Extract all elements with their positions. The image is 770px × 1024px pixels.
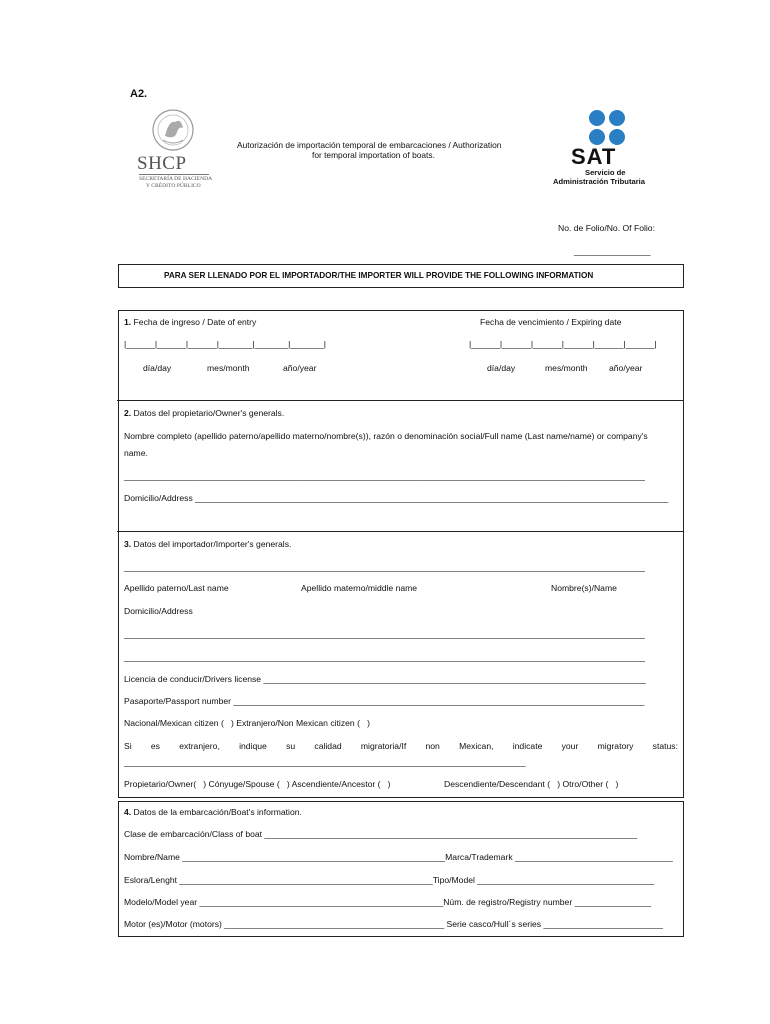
entry-day-caption: día/day — [143, 363, 172, 373]
section-divider — [117, 531, 684, 532]
owner-fullname-field[interactable]: _____________________________________________________________________________________________________________ — [124, 471, 645, 481]
form-code: A2. — [130, 88, 148, 100]
boat-class-field[interactable]: Clase de embarcación/Class of boat ______________________________________________________________________________ — [124, 829, 638, 839]
importer-address-field[interactable]: _____________________________________________________________________________________________________________ — [124, 629, 645, 639]
expiry-year-caption: año/year — [609, 363, 643, 373]
sat-acronym: SAT — [571, 144, 617, 169]
shcp-acronym: SHCP — [137, 153, 187, 174]
sat-line1: Servicio de — [585, 168, 626, 177]
importer-name-field[interactable]: _____________________________________________________________________________________________________________ — [124, 562, 645, 572]
expiry-date-label: Fecha de vencimiento / Expiring date — [480, 317, 622, 327]
boat-motor-hull-field[interactable]: Motor (es)/Motor (motors) ______________________________________________ Serie casco/Hull´s series _________________________ — [124, 919, 663, 929]
entry-month-caption: mes/month — [207, 363, 250, 373]
migratory-status-label: Si es extranjero, indique su calidad migratoria/If non Mexican, indicate your migratory status: — [124, 741, 678, 751]
owner-fullname-label: Nombre completo (apellido paterno/apellido materno/nombre(s)), razón o denominación social/Full name (Last name/name) or company's — [124, 431, 648, 441]
boat-section-title: 4. Datos de la embarcación/Boat's information. — [124, 807, 302, 817]
expiry-day-caption: día/day — [487, 363, 516, 373]
importer-section-title: 3. Datos del importador/Importer's generals. — [124, 539, 292, 549]
mexico-seal-icon — [135, 106, 215, 156]
entry-date-label: 1. Fecha de ingreso / Date of entry — [124, 317, 257, 327]
middle-name-caption: Apellido materno/middle name — [301, 583, 418, 593]
owner-address-field[interactable]: Domicilio/Address ___________________________________________________________________________________________________ — [124, 493, 669, 503]
sat-line2: Administración Tributaria — [553, 177, 645, 186]
citizenship-checkboxes[interactable]: Nacional/Mexican citizen ( ) Extranjero/Non Mexican citizen ( ) — [124, 718, 370, 728]
form-title-line2: for temporal importation of boats. — [312, 150, 435, 160]
expiry-date-field[interactable]: |______|______|______|______|______|______| — [469, 339, 657, 349]
banner-text: PARA SER LLENADO POR EL IMPORTADOR/THE IMPORTER WILL PROVIDE THE FOLLOWING INFORMATION — [164, 271, 594, 280]
drivers-license-field[interactable]: Licencia de conducir/Drivers license ________________________________________________________________________________ — [124, 674, 646, 684]
section-divider — [117, 400, 684, 401]
importer-address-field-2[interactable]: _____________________________________________________________________________________________________________ — [124, 652, 645, 662]
boat-info-box — [118, 801, 684, 937]
folio-label: No. de Folio/No. Of Folio: — [558, 223, 655, 233]
relationship-options-a[interactable]: Propietario/Owner( ) Cónyuge/Spouse ( ) Ascendiente/Ancestor ( ) — [124, 779, 391, 789]
relationship-options-b[interactable]: Descendiente/Descendant ( ) Otro/Other ( ) — [444, 779, 619, 789]
boat-year-registry-field[interactable]: Modelo/Model year ___________________________________________________Núm. de registro/Registry number ________________ — [124, 897, 652, 907]
last-name-caption: Apellido paterno/Last name — [124, 583, 229, 593]
boat-length-model-field[interactable]: Eslora/Lenght _____________________________________________________Tipo/Model _____________________________________ — [124, 875, 655, 885]
expiry-month-caption: mes/month — [545, 363, 588, 373]
entry-date-field[interactable]: |______|______|______|_______|_______|_______| — [124, 339, 327, 349]
passport-field[interactable]: Pasaporte/Passport number ______________________________________________________________________________________ — [124, 696, 645, 706]
owner-section-title: 2. Datos del propietario/Owner's generals. — [124, 408, 285, 418]
boat-name-trademark-field[interactable]: Nombre/Name _______________________________________________________Marca/Trademark _________________________________ — [124, 852, 673, 862]
folio-field[interactable]: ________________ — [574, 246, 651, 256]
importer-address-label: Domicilio/Address — [124, 606, 193, 616]
sat-logo — [553, 110, 668, 190]
instruction-banner — [118, 264, 684, 288]
migratory-status-field[interactable]: ____________________________________________________________________________________ — [124, 757, 526, 767]
entry-year-caption: año/year — [283, 363, 317, 373]
owner-fullname-label-cont: name. — [124, 448, 148, 458]
shcp-line2: Y CRÉDITO PÚBLICO — [146, 183, 201, 189]
form-title-line1: Autorización de importación temporal de embarcaciones / Authorization — [237, 140, 502, 150]
shcp-line1: SECRETARÍA DE HACIENDA — [139, 176, 213, 182]
sat-dots-icon — [588, 110, 628, 146]
name-caption: Nombre(s)/Name — [551, 583, 617, 593]
shcp-logo — [135, 106, 215, 192]
